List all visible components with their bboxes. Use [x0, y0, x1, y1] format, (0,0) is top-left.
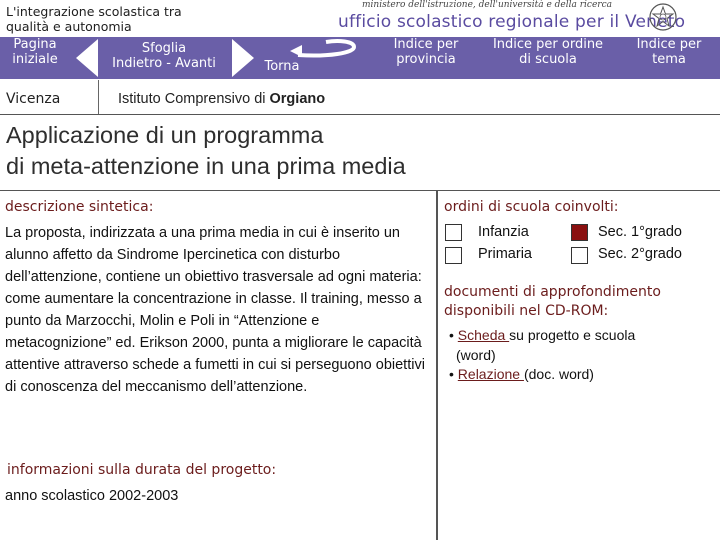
nav-home-button[interactable]: [2, 37, 68, 67]
school-order-primaria: Primaria: [478, 246, 532, 262]
bullet: •: [449, 366, 454, 382]
bullet: •: [449, 327, 454, 343]
nav-province-label: Indice per provincia: [393, 37, 459, 67]
scheda-format: (word): [456, 347, 496, 363]
divider-top: [0, 114, 720, 115]
site-title: L'integrazione scolastica tra qualità e autonomia: [6, 4, 182, 34]
province-label: Vicenza: [6, 91, 61, 107]
duration-value: anno scolastico 2002-2003: [5, 488, 179, 504]
nav-back-button[interactable]: [258, 59, 306, 74]
nav-browse-sub: Indietro - Avanti: [112, 56, 216, 71]
checkbox-sec-2-grado[interactable]: [571, 247, 588, 264]
office-name: ufficio scolastico regionale per il Veneto: [338, 12, 686, 32]
relazione-link[interactable]: Relazione: [457, 366, 524, 382]
checkbox-infanzia[interactable]: [445, 224, 462, 241]
documents-label: [444, 283, 661, 321]
institute-prefix: Istituto Comprensivo di: [118, 91, 266, 107]
nav-browse-button[interactable]: [100, 41, 228, 71]
nav-province-index-button[interactable]: [384, 37, 468, 67]
relazione-format: (doc. word): [523, 366, 594, 382]
nav-school-order-index-button[interactable]: [486, 37, 610, 67]
documents-label-line2: disponibili nel CD-ROM:: [444, 303, 609, 319]
page-title-line1: Applicazione di un programma: [6, 122, 324, 148]
divider-bottom: [0, 190, 720, 191]
school-orders-label: ordini di scuola coinvolti:: [444, 199, 619, 215]
document-item-scheda: [449, 325, 635, 345]
nav-back-label: Torna: [264, 59, 300, 74]
description-text: La proposta, indirizzata a una prima media in cui è inserito un alunno affetto da Sindrome Ipercinetica con disturbo dell’attenzione, contiene un obiettivo trasversale ad ogni materia: come aumentare la concentrazione in classe. Il training, messo a punto da Marzocchi, Molin e Poli in “Attenzione e metacognizione” ed. Erikson 2000, punta a migliorare le capacità attentive attraverso schede a fumetti in cui si perseguono obiettivi di conoscenza del meccanismo dell’attenzione.: [5, 225, 425, 395]
document-item-relazione: [449, 364, 594, 384]
documents-label-line1: documenti di approfondimento: [444, 284, 661, 300]
nav-theme-index-button[interactable]: [630, 37, 708, 67]
institute-name: Orgiano: [269, 91, 326, 107]
school-order-sec-2-grado: Sec. 2°grado: [598, 246, 682, 262]
subbar-divider: [98, 80, 99, 115]
return-arrow-icon[interactable]: [288, 37, 370, 61]
page-title: [6, 120, 406, 182]
column-divider: [436, 191, 438, 540]
checkbox-sec-1-grado[interactable]: [571, 224, 588, 241]
nav-browse-title: Sfoglia: [141, 41, 187, 56]
scheda-link[interactable]: Scheda: [457, 327, 510, 343]
institute-line: [118, 91, 325, 107]
nav-theme-label: Indice per tema: [636, 37, 702, 67]
description-label: descrizione sintetica:: [5, 199, 154, 215]
page-title-line2: di meta-attenzione in una prima media: [6, 153, 406, 179]
nav-home-label: Pagina iniziale: [12, 37, 58, 67]
checkbox-primaria[interactable]: [445, 247, 462, 264]
republic-emblem-icon: [648, 2, 678, 32]
ministry-name: ministero dell'istruzione, dell'università e della ricerca: [362, 0, 613, 10]
school-order-infanzia: Infanzia: [478, 224, 529, 240]
scheda-description: su progetto e scuola: [509, 327, 636, 343]
nav-school-order-label: Indice per ordine di scuola: [492, 37, 604, 67]
school-order-sec-1-grado: Sec. 1°grado: [598, 224, 682, 240]
arrow-left-icon[interactable]: [76, 39, 98, 77]
duration-label: informazioni sulla durata del progetto:: [7, 462, 277, 478]
nav-bar: [0, 37, 720, 79]
arrow-right-icon[interactable]: [232, 39, 254, 77]
